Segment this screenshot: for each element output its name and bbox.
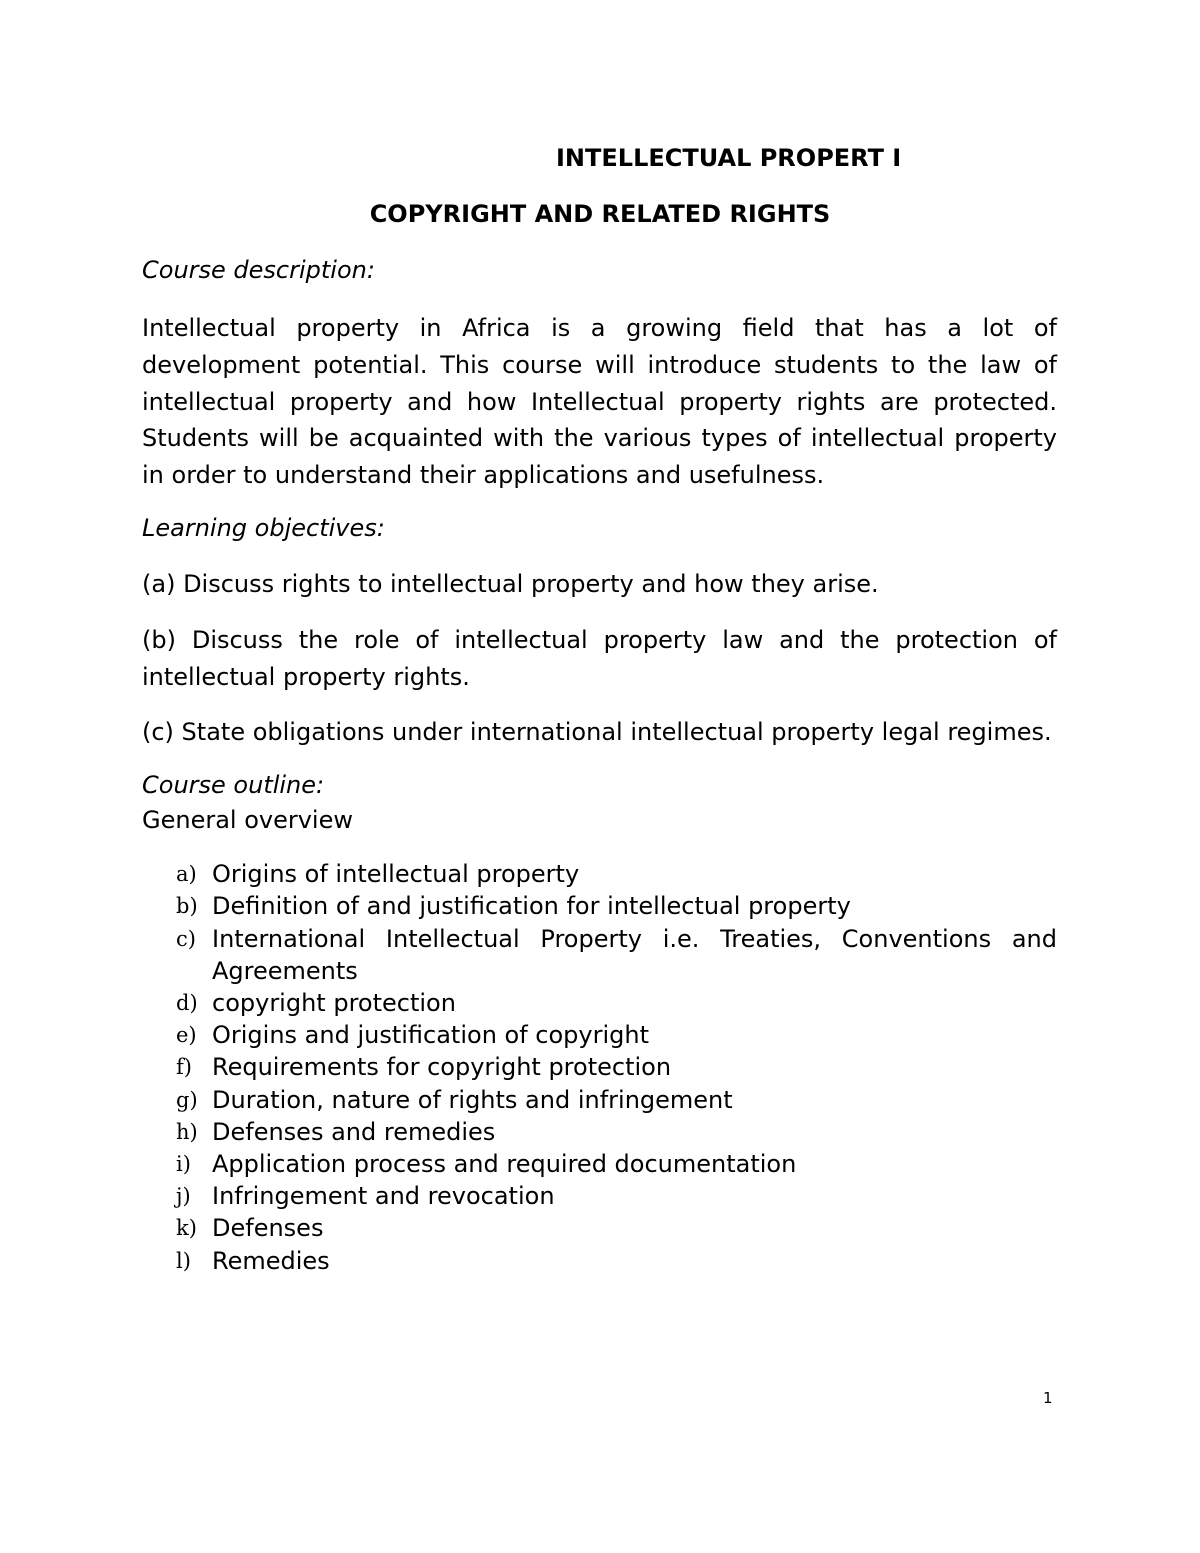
list-item (142, 1084, 1057, 1116)
list-item (142, 923, 1057, 987)
list-item-text: Infringement and revocation (212, 1182, 555, 1211)
learning-objectives-heading: Learning objectives: (142, 513, 385, 542)
list-marker: b) (176, 894, 198, 919)
list-item (142, 1116, 1057, 1148)
learning-objective-c: (c) State obligations under international intellectual property legal regimes. (142, 718, 1052, 747)
list-marker: l) (176, 1248, 191, 1273)
list-item-text: Application process and required documentation (212, 1150, 797, 1178)
list-item (142, 1051, 1057, 1083)
list-item-text: International Intellectual Property i.e. Treaties, Conventions and Agreements (212, 924, 1057, 985)
list-item (142, 1180, 1057, 1212)
list-item (142, 1245, 1057, 1277)
list-item-text: Duration, nature of rights and infringement (212, 1085, 733, 1114)
course-outline-list (142, 858, 1057, 1277)
list-marker: g) (176, 1087, 198, 1112)
document-subtitle: COPYRIGHT AND RELATED RIGHTS (369, 200, 831, 228)
list-item-text: Definition of and justification for intellectual property (212, 892, 851, 921)
list-marker: a) (176, 862, 197, 887)
page-number: 1 (1043, 1389, 1053, 1407)
list-marker: c) (176, 926, 196, 951)
list-marker: f) (176, 1055, 192, 1080)
general-overview-subheading: General overview (142, 806, 353, 835)
list-item-text: Origins of intellectual property (212, 860, 580, 889)
learning-objective-a: (a) Discuss rights to intellectual property and how they arise. (142, 569, 879, 598)
list-marker: d) (176, 990, 198, 1015)
list-item-text: Origins and justification of copyright (212, 1021, 650, 1050)
list-marker: e) (176, 1023, 197, 1048)
list-item (142, 858, 1057, 890)
list-item (142, 987, 1057, 1019)
list-item (142, 1212, 1057, 1244)
course-outline-heading: Course outline: (142, 771, 325, 800)
list-item-text: Defenses (212, 1214, 324, 1243)
list-marker: j) (176, 1184, 191, 1209)
list-marker: k) (176, 1216, 197, 1241)
document-body (142, 254, 1057, 1277)
list-item (142, 1019, 1057, 1051)
course-description-heading: Course description: (142, 256, 375, 284)
list-item-text: Remedies (212, 1246, 330, 1275)
course-description-text: Intellectual property in Africa is a growing field that has a lot of development potential. This course will introduce students to the law of intellectual property and how Intellectual property rights are protected. Students will be acquainted with the various types of intellectual property in order to understand their applications and usefulness. (142, 314, 1057, 490)
list-item-text: copyright protection (212, 988, 456, 1017)
list-item (142, 1148, 1057, 1180)
list-marker: h) (176, 1119, 198, 1144)
list-item-text: Defenses and remedies (212, 1117, 496, 1146)
document-title: INTELLECTUAL PROPERT I (556, 144, 902, 172)
list-item (142, 890, 1057, 922)
list-marker: i) (176, 1152, 191, 1176)
learning-objective-b: (b) Discuss the role of intellectual property law and the protection of intellectual property rights. (142, 625, 1057, 691)
list-item-text: Requirements for copyright protection (212, 1053, 672, 1082)
